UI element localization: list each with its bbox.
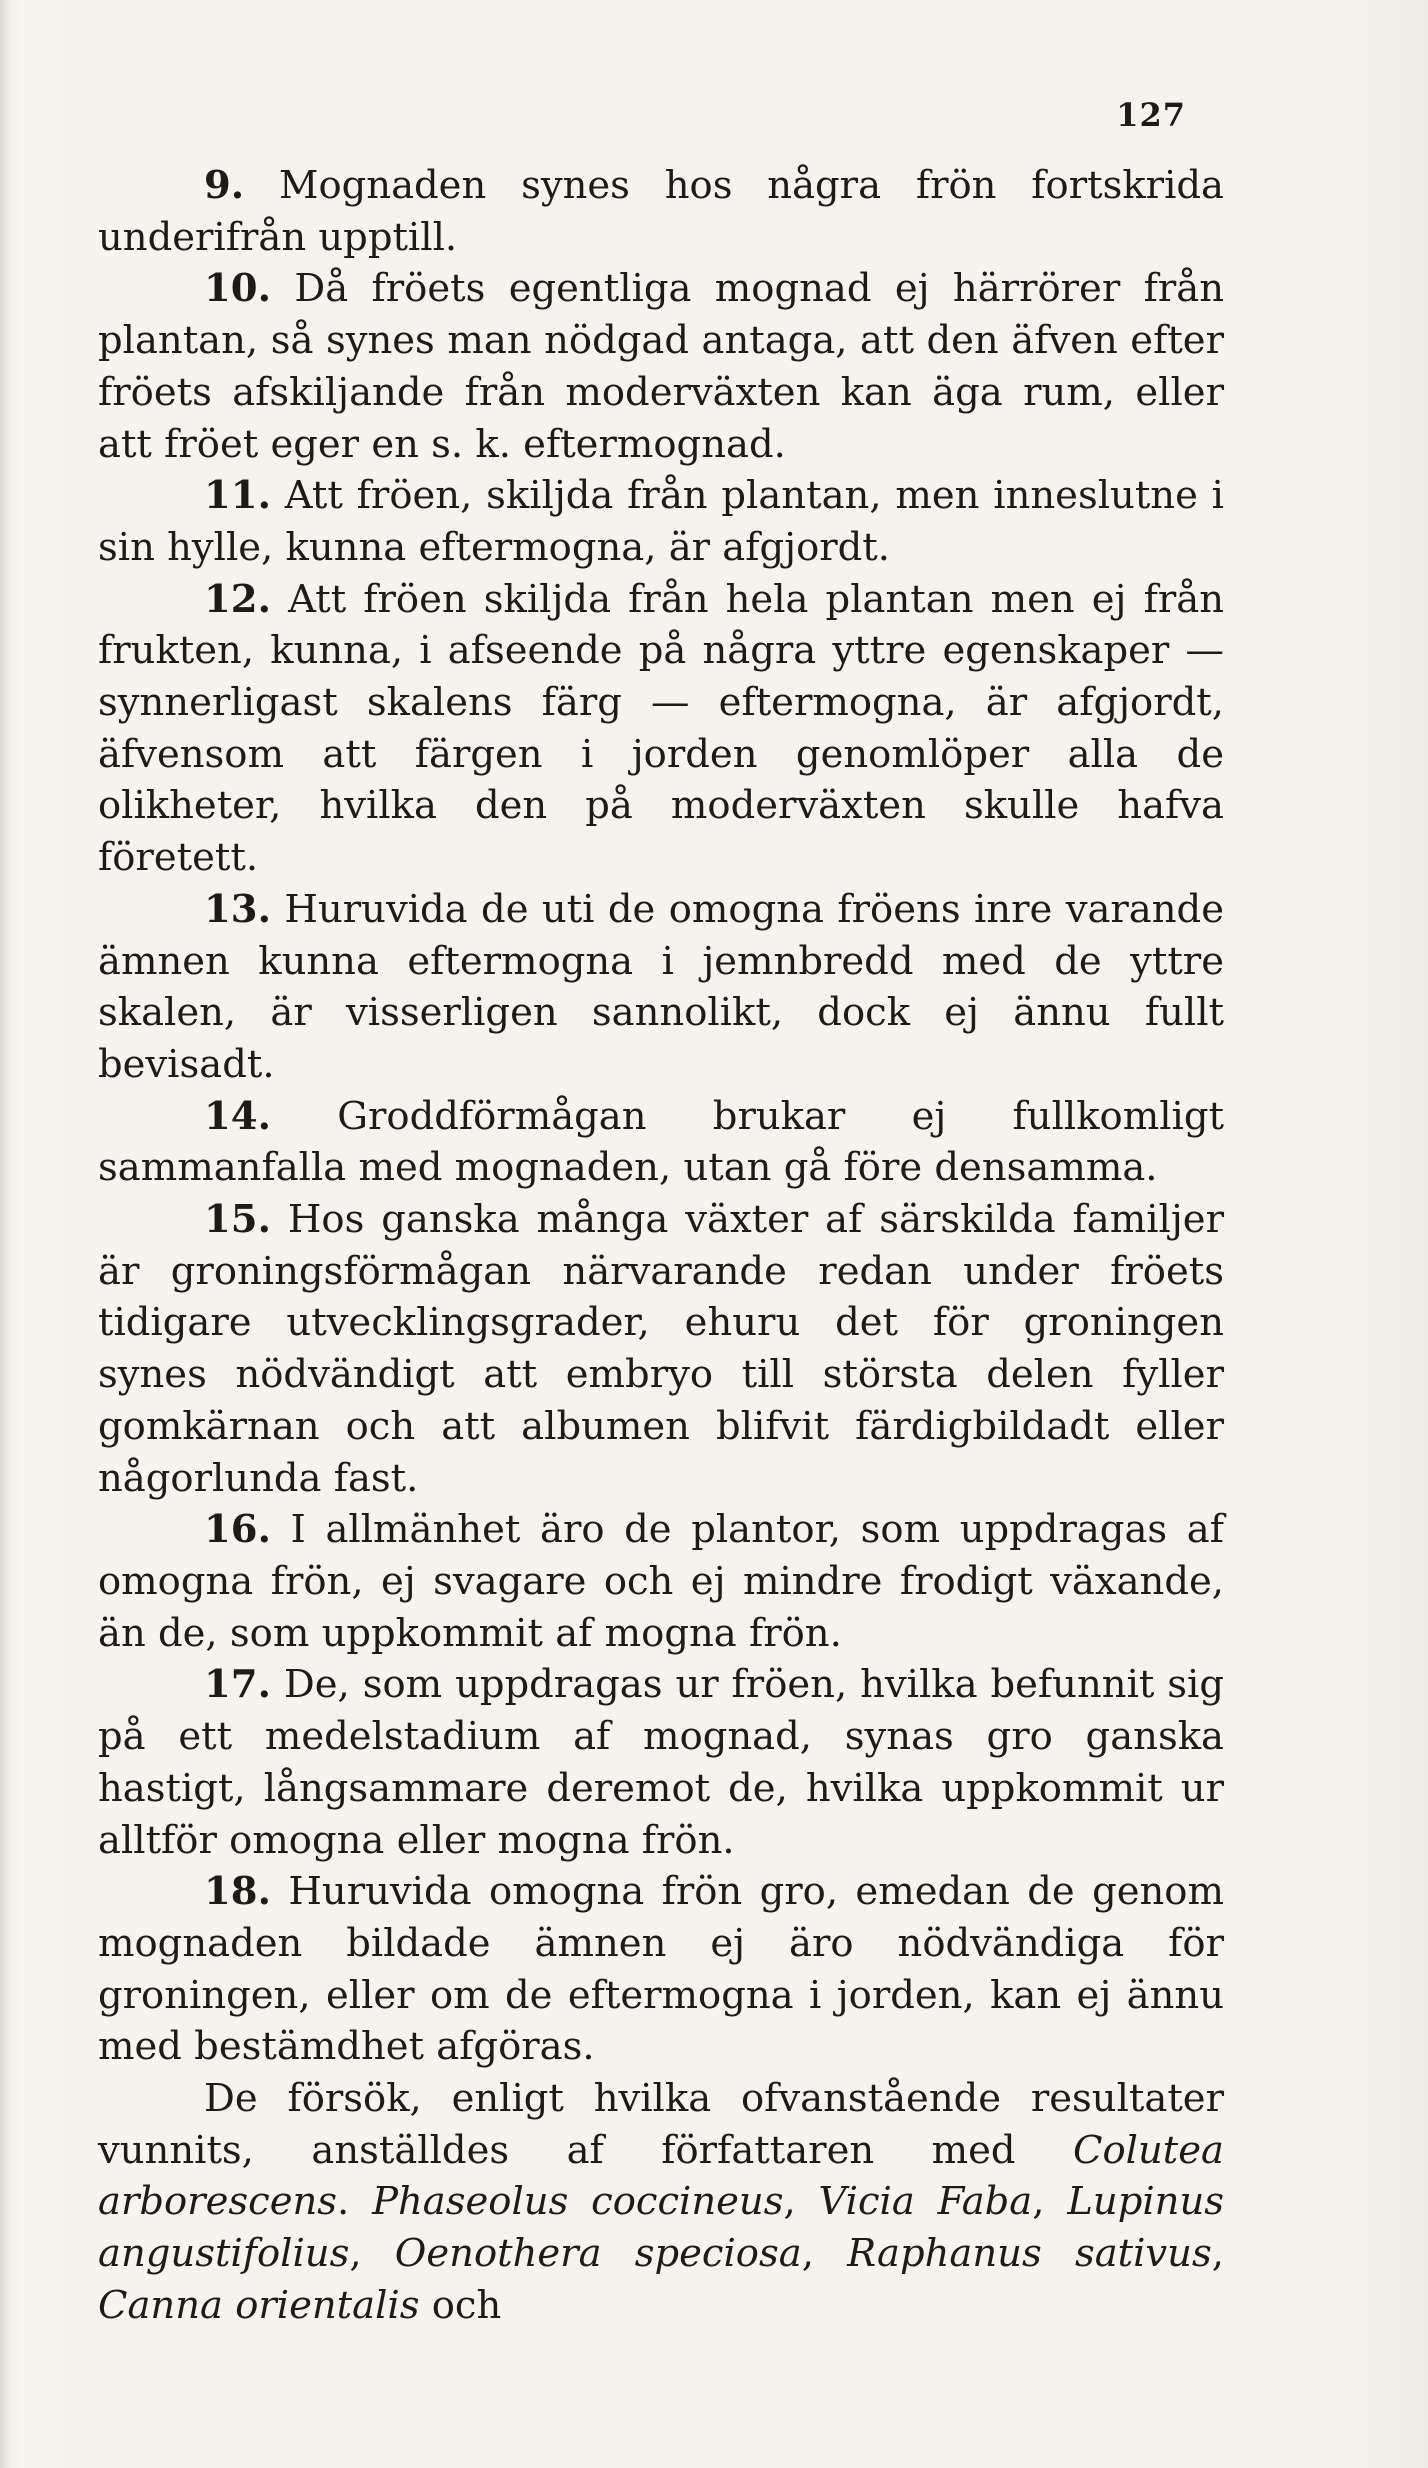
paragraph-text: Att fröen, skiljda från plantan, men inneslutne i sin hylle, kunna eftermogna, är afgjordt. [98,473,1224,570]
paragraph-number: 17. [204,1662,271,1708]
paragraph-text: De, som uppdragas ur fröen, hvilka befunnit sig på ett medelstadium af mognad, synas gro ganska hastigt, långsammare deremot de, hvilka uppkommit ur alltför omogna eller mogna frön. [98,1662,1224,1863]
species-name: Canna orientalis [98,2282,420,2328]
species-separator: , [349,2231,395,2277]
species-name: Vicia Faba [818,2179,1033,2225]
paragraph-text: Huruvida de uti de omogna fröens inre varande ämnen kunna eftermogna i jemnbredd med de yttre skalen, är visserligen sannolikt, dock ej ännu fullt bevisadt. [98,886,1224,1087]
paragraph-number: 9. [204,163,245,208]
species-name: Oenothera speciosa [394,2231,802,2277]
paragraph-text: Groddförmågan brukar ej fullkomligt sammanfalla med mognaden, utan gå före densamma. [98,1093,1224,1191]
paragraph-number: 13. [204,886,271,932]
page-number: 127 [1116,96,1186,134]
paragraph-12 [98,574,1224,884]
species-name: Phaseolus coccineus [372,2179,784,2225]
paragraph-text: Då fröets egentliga mognad ej härrörer från plantan, så synes man nödgad antaga, att den äfven efter fröets afskiljande från moderväxten kan äga rum, eller att fröet eger en s. k. eftermognad. [98,266,1224,467]
paragraph-9 [98,160,1224,263]
species-separator: , [783,2179,819,2225]
paragraph-14 [98,1091,1224,1194]
paragraph-18 [98,1866,1224,2073]
paragraph-number: 10. [204,266,271,312]
paragraph-text: Att fröen skiljda från hela plantan men ej från frukten, kunna, i afseende på några yttre egenskaper — synnerligast skalens färg — eftermogna, är afgjordt, äfvensom att färgen i jorden genomlöper alla de olikheter, hvilka den på moderväxten skulle hafva företett. [98,576,1224,881]
paragraph-16 [98,1504,1224,1659]
paragraph-text: Hos ganska många växter af särskilda familjer är groningsförmågan närvarande redan under fröets tidigare utvecklingsgrader, ehuru det för groningen synes nödvändigt att embryo till största delen fyller gomkärnan och att albumen blifvit färdigbildadt eller någorlunda fast. [98,1197,1224,1501]
species-name: Lupinus angustifolius [98,2179,1224,2277]
paragraph-number: 11. [204,473,271,519]
paragraph-experiments [98,2073,1224,2332]
paragraph-13 [98,884,1224,1091]
paragraph-number: 12. [204,576,271,622]
paragraph-number: 15. [204,1197,271,1243]
paragraph-text: De försök, enligt hvilka ofvanstående resultater vunnits, anställdes af författaren med [98,2076,1224,2173]
paragraph-number: 14. [204,1093,271,1139]
species-separator: , [801,2231,848,2277]
body-text [98,160,1224,2332]
species-separator [419,2283,431,2328]
species-name: Raphanus sativus [847,2231,1212,2277]
paragraph-10 [98,263,1224,470]
paragraph-15 [98,1194,1224,1504]
paragraph-text: Mognaden synes hos några frön fortskrida underifrån upptill. [98,163,1224,260]
paragraph-11 [98,470,1224,573]
paragraph-text: Huruvida omogna frön gro, emedan de genom mognaden bildade ämnen ej äro nödvändiga för groningen, eller om de eftermogna i jorden, kan ej ännu med bestämdhet afgöras. [98,1869,1224,2070]
species-separator: . [337,2179,373,2225]
paragraph-text: I allmänhet äro de plantor, som uppdragas af omogna frön, ej svagare och ej mindre frodigt växande, än de, som uppkommit af mogna frön. [98,1507,1224,1656]
paragraph-text: och [431,2282,502,2328]
page-edge-shadow [0,0,10,2468]
paragraph-number: 16. [204,1507,271,1553]
species-separator: , [1032,2179,1068,2225]
paragraph-number: 18. [204,1869,271,1915]
species-separator: , [1211,2231,1224,2277]
paragraph-17 [98,1659,1224,1866]
species-name: Colutea arborescens [98,2127,1224,2225]
